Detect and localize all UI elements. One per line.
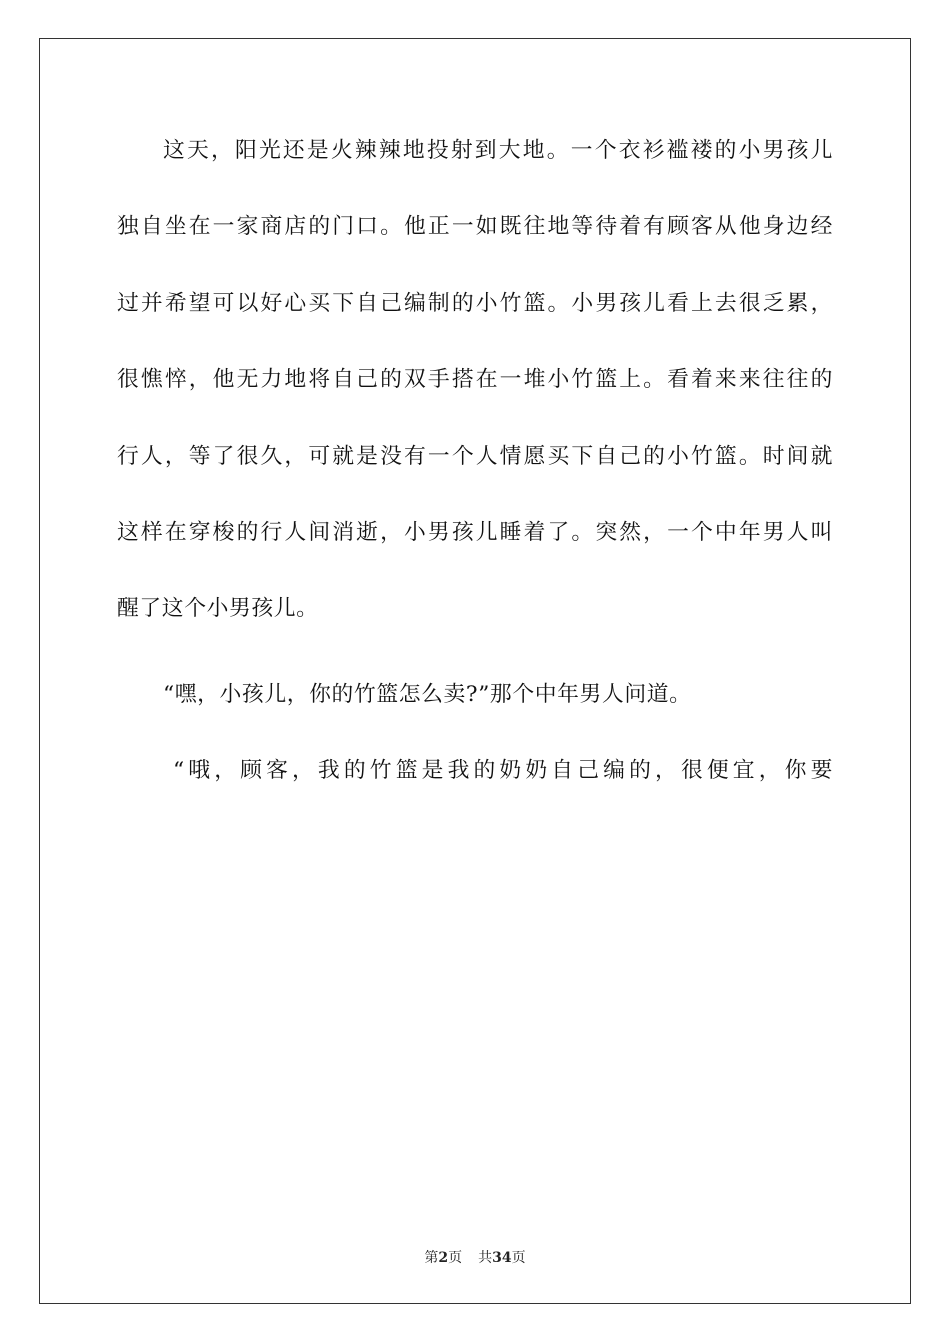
paragraph-line-2: 独自坐在一家商店的门口。他正一如既往地等待着有顾客从他身边经 — [117, 214, 833, 240]
page-footer — [0, 1247, 950, 1267]
total-prefix: 共 — [478, 1250, 493, 1266]
paragraph-line-5: 行人，等了很久，可就是没有一个人情愿买下自己的小竹篮。时间就 — [117, 443, 833, 469]
paragraph-line-4: 很憔悴，他无力地将自己的双手搭在一堆小竹篮上。看着来来往往的 — [117, 367, 833, 393]
page-suffix: 页 — [448, 1250, 463, 1266]
paragraph-line-1: 这天，阳光还是火辣辣地投射到大地。一个衣衫褴褛的小男孩儿 — [163, 138, 833, 163]
paragraph-line-7: 醒了这个小男孩儿。 — [117, 596, 319, 622]
dialogue-line-2: “哦，顾客，我的竹篮是我的奶奶自己编的，很便宜，你要 — [173, 758, 833, 784]
paragraph-line-6: 这样在穿梭的行人间消逝，小男孩儿睡着了。突然，一个中年男人叫 — [117, 519, 833, 545]
page-prefix: 第 — [424, 1250, 439, 1266]
dialogue-line-1: “嘿，小孩儿，你的竹篮怎么卖?”那个中年男人问道。 — [163, 681, 692, 707]
paragraph-line-3: 过并希望可以好心买下自己编制的小竹篮。小男孩儿看上去很乏累， — [117, 290, 833, 316]
total-pages: 34 — [492, 1250, 512, 1266]
total-suffix: 页 — [511, 1250, 526, 1266]
document-body — [117, 130, 833, 827]
page-number: 2 — [438, 1250, 449, 1266]
